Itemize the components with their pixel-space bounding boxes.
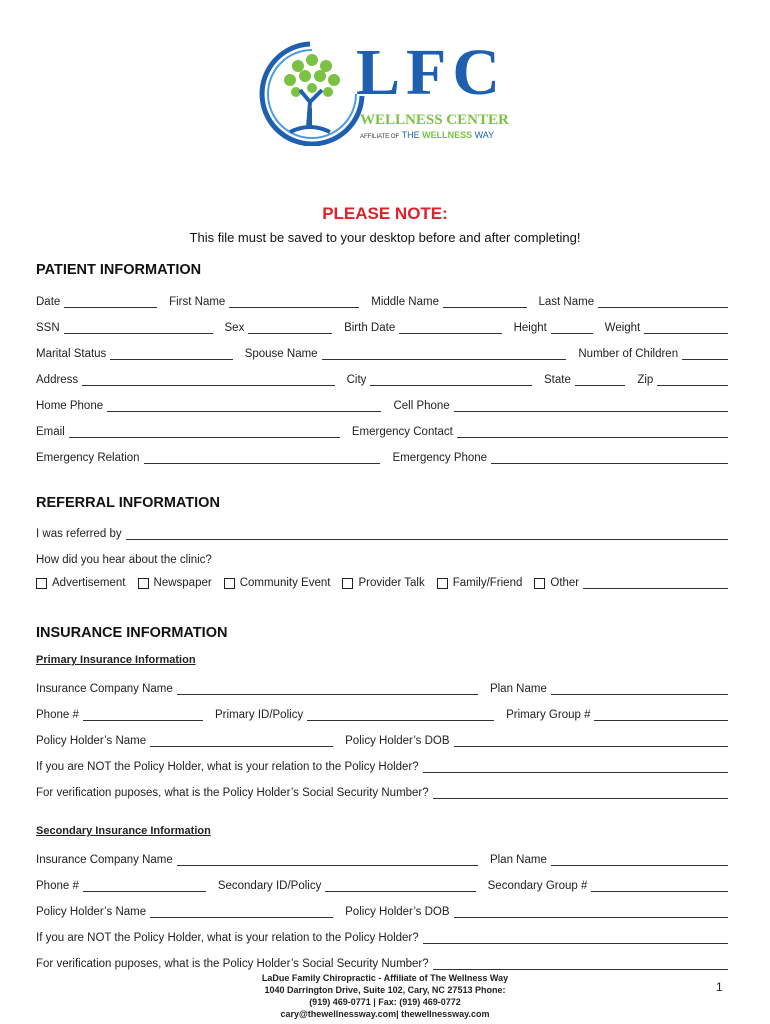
primary-phone-field[interactable] [83,708,203,721]
zip-label: Zip [637,374,654,386]
logo-affiliate-prefix: AFFILIATE OF [360,134,400,140]
emergency-phone-label: Emergency Phone [392,452,488,464]
secondary-plan-field[interactable] [551,853,728,866]
children-label: Number of Children [578,348,679,360]
primary-ssn-label: For verification puposes, what is the Policy Holder’s Social Security Number? [36,787,429,799]
marital-label: Marital Status [36,348,107,360]
email-label: Email [36,426,65,438]
footer-line4: cary@thewellnessway.com| thewellnessway.com [280,1009,490,1019]
referral-heading: REFERRAL INFORMATION [36,495,220,511]
city-label: City [346,374,367,386]
sex-label: Sex [224,322,245,334]
secondary-relation-field[interactable] [423,931,728,944]
insurance-heading: INSURANCE INFORMATION [36,625,228,641]
primary-group-label: Primary Group # [506,709,591,721]
notice-title: PLEASE NOTE: [322,204,448,223]
secondary-dob-label: Policy Holder’s DOB [345,906,450,918]
ssn-field[interactable] [64,321,213,334]
page-number: 1 [716,980,723,994]
primary-dob-label: Policy Holder’s DOB [345,735,450,747]
secondary-subheading: Secondary Insurance Information [36,825,211,837]
other-label: Other [550,577,580,589]
primary-plan-label: Plan Name [489,683,547,695]
patient-heading: PATIENT INFORMATION [36,262,202,278]
middle-name-label: Middle Name [371,296,439,308]
newspaper-checkbox[interactable] [138,578,149,589]
secondary-relation-label: If you are NOT the Policy Holder, what is your relation to the Policy Holder? [36,932,419,944]
secondary-company-label: Insurance Company Name [36,854,173,866]
logo [250,36,520,146]
primary-relation-label: If you are NOT the Policy Holder, what is your relation to the Policy Holder? [36,761,419,773]
emergency-relation-label: Emergency Relation [36,452,140,464]
emergency-contact-field[interactable] [457,425,728,438]
cell-phone-label: Cell Phone [393,400,450,412]
home-phone-label: Home Phone [36,400,104,412]
secondary-ssn-field[interactable] [433,957,728,970]
primary-company-label: Insurance Company Name [36,683,173,695]
logo-letters: LFC [356,36,506,109]
home-phone-field[interactable] [107,399,381,412]
sex-field[interactable] [248,321,332,334]
date-field[interactable] [64,295,157,308]
newspaper-label: Newspaper [153,577,212,589]
provider-talk-checkbox[interactable] [342,578,353,589]
tree-logo-icon [250,36,370,146]
secondary-group-field[interactable] [591,879,728,892]
referred-by-label: I was referred by [36,528,122,540]
secondary-holder-label: Policy Holder’s Name [36,906,147,918]
secondary-holder-field[interactable] [150,905,333,918]
email-field[interactable] [69,425,340,438]
emergency-phone-field[interactable] [491,451,728,464]
footer-line3: (919) 469-0771 | Fax: (919) 469-0772 [309,997,461,1007]
ssn-label: SSN [36,322,60,334]
city-field[interactable] [370,373,532,386]
children-field[interactable] [682,347,728,360]
logo-wellness: WELLNESS [422,130,473,140]
secondary-id-field[interactable] [325,879,475,892]
middle-name-field[interactable] [443,295,527,308]
zip-field[interactable] [657,373,728,386]
other-field[interactable] [583,578,728,589]
first-name-label: First Name [169,296,226,308]
advertisement-label: Advertisement [52,577,126,589]
primary-subheading: Primary Insurance Information [36,654,196,666]
secondary-phone-label: Phone # [36,880,79,892]
weight-label: Weight [604,322,641,334]
logo-the: THE [401,130,420,140]
height-field[interactable] [551,321,593,334]
primary-holder-label: Policy Holder’s Name [36,735,147,747]
secondary-group-label: Secondary Group # [487,880,588,892]
state-field[interactable] [575,373,625,386]
date-label: Date [36,296,61,308]
other-checkbox[interactable] [534,578,545,589]
hear-label: How did you hear about the clinic? [36,554,212,566]
primary-plan-field[interactable] [551,682,728,695]
secondary-phone-field[interactable] [83,879,206,892]
primary-dob-field[interactable] [454,734,728,747]
community-event-label: Community Event [239,577,331,589]
secondary-id-label: Secondary ID/Policy [217,880,322,892]
advertisement-checkbox[interactable] [36,578,47,589]
last-name-label: Last Name [538,296,595,308]
first-name-field[interactable] [229,295,359,308]
cell-phone-field[interactable] [454,399,728,412]
state-label: State [544,374,571,386]
primary-id-label: Primary ID/Policy [215,709,304,721]
secondary-ssn-label: For verification puposes, what is the Policy Holder’s Social Security Number? [36,958,429,970]
spouse-field[interactable] [322,347,567,360]
emergency-contact-label: Emergency Contact [351,426,453,438]
referred-by-field[interactable] [126,527,728,540]
community-event-checkbox[interactable] [224,578,235,589]
secondary-company-field[interactable] [177,853,478,866]
primary-phone-label: Phone # [36,709,79,721]
footer-line1: LaDue Family Chiropractic - Affiliate of The Wellness Way [261,973,509,983]
logo-way: WAY [474,130,495,140]
family-friend-checkbox[interactable] [437,578,448,589]
address-field[interactable] [82,373,334,386]
primary-group-field[interactable] [594,708,728,721]
primary-ssn-field[interactable] [433,786,728,799]
marital-field[interactable] [110,347,232,360]
logo-wellness-center: WELLNESS CENTER [360,112,509,128]
emergency-relation-field[interactable] [144,451,381,464]
notice-text: This file must be saved to your desktop before and after completing! [189,230,581,245]
last-name-field[interactable] [598,295,728,308]
address-label: Address [36,374,79,386]
birth-date-label: Birth Date [344,322,396,334]
primary-id-field[interactable] [307,708,494,721]
provider-talk-label: Provider Talk [358,577,425,589]
primary-relation-field[interactable] [423,760,728,773]
birth-date-field[interactable] [399,321,501,334]
spouse-label: Spouse Name [244,348,318,360]
height-label: Height [513,322,547,334]
weight-field[interactable] [644,321,728,334]
family-friend-label: Family/Friend [452,577,523,589]
primary-holder-field[interactable] [150,734,333,747]
footer-line2: 1040 Darrington Drive, Suite 102, Cary, NC 27513 Phone: [264,985,506,995]
primary-company-field[interactable] [177,682,478,695]
footer [0,972,770,1020]
secondary-plan-label: Plan Name [489,854,547,866]
secondary-dob-field[interactable] [454,905,728,918]
